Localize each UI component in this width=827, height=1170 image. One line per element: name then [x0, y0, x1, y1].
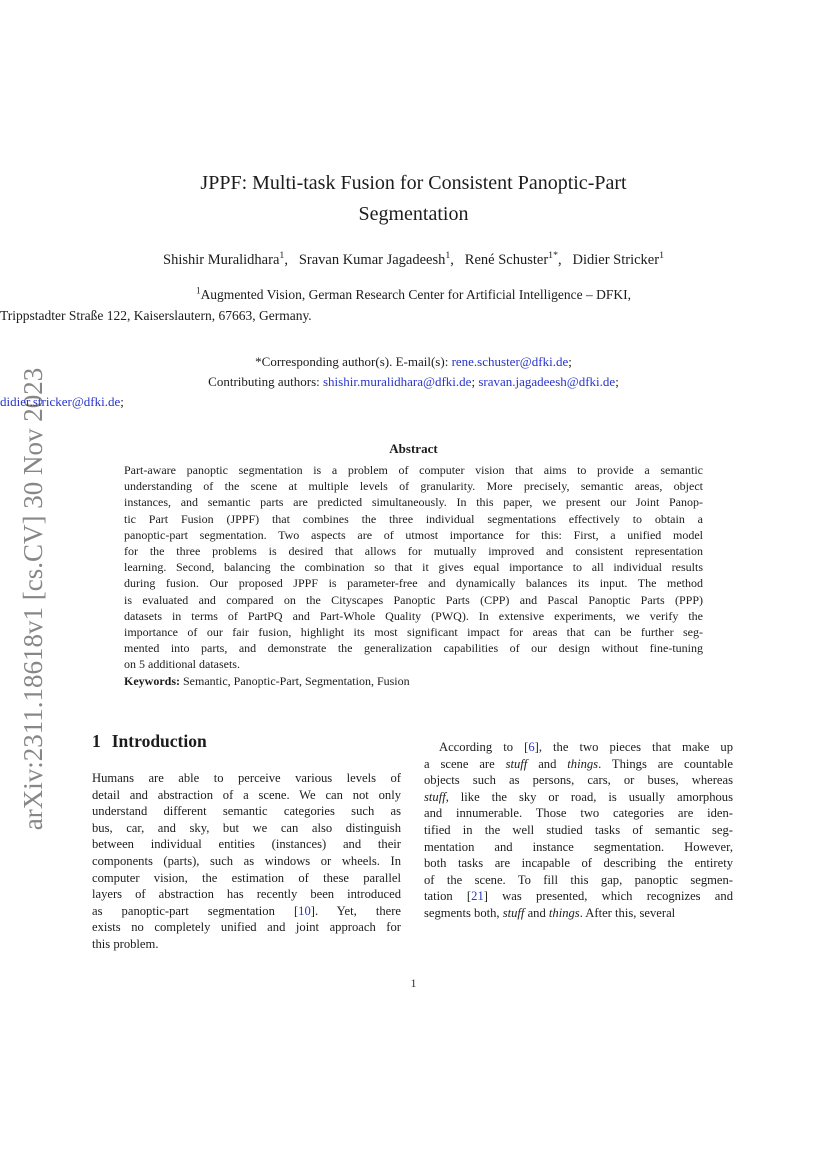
text-segment: mented into parts, and demonstrate the generalization capabilities of our design without fine-tuning	[124, 641, 703, 656]
text-line	[0, 284, 827, 305]
text-line	[0, 305, 827, 326]
text-line	[424, 772, 733, 789]
text-segment: *Corresponding author(s). E-mail(s):	[255, 354, 452, 369]
text-segment: and innumerable. Those two categories are iden-	[424, 806, 733, 821]
author-shishir-muralidhara: Shishir Muralidhara	[163, 252, 280, 268]
superscript: 1	[279, 250, 285, 262]
text-segment: tation [	[424, 889, 472, 904]
text-segment: ;	[568, 354, 572, 369]
citation-link-21[interactable]: 21	[471, 889, 484, 904]
text-line	[92, 853, 401, 870]
arxiv-watermark: arXiv:2311.18618v1 [cs.CV] 30 Nov 2023	[18, 367, 48, 831]
superscript: 1	[659, 250, 664, 262]
text-segment: Augmented Vision, German Research Center for Artificial Intelligence – DFKI,	[200, 287, 632, 302]
text-line	[424, 805, 733, 822]
text-line	[124, 640, 703, 656]
superscript: 1	[195, 285, 201, 296]
text-line	[424, 855, 733, 872]
text-line	[424, 789, 733, 806]
section-title: Introduction	[111, 731, 207, 751]
text-line	[92, 870, 401, 887]
text-line	[424, 839, 733, 856]
text-segment: ;	[615, 374, 619, 389]
text-segment: and	[524, 905, 549, 920]
text-line	[424, 739, 733, 756]
intro-left-column	[92, 770, 401, 953]
text-segment: , like the sky or road, is usually amorphous	[445, 789, 733, 804]
text-line	[124, 527, 703, 543]
intro-right-column	[424, 739, 733, 922]
text-segment: ,	[558, 252, 573, 268]
text-segment: ,	[284, 252, 299, 268]
text-line	[92, 919, 401, 936]
email-link-didier-stricker[interactable]: didier.stricker@dfki.de	[0, 394, 121, 409]
text-segment: between individual entities (instances) and their	[92, 837, 401, 852]
text-segment: computer vision, the estimation of these parallel	[92, 870, 401, 885]
text-segment: this problem.	[92, 936, 159, 951]
text-line	[124, 494, 703, 510]
text-segment: Humans are able to perceive various levels of	[92, 771, 401, 785]
text-line	[92, 770, 401, 787]
text-segment: importance of our fair fusion, highlight its most significant impact for areas that can be further seg-	[124, 625, 703, 640]
text-segment: understanding of the scene at multiple levels of granularity. More precisely, semantic areas, object	[124, 479, 703, 494]
keywords-line	[124, 674, 703, 689]
text-segment: According to [	[439, 740, 529, 754]
text-line	[424, 756, 733, 773]
text-segment: ] was presented, which recognizes and	[483, 889, 733, 904]
text-line	[92, 836, 401, 853]
text-segment: things	[567, 756, 599, 771]
paper-title-line-1: JPPF: Multi-task Fusion for Consistent Panoptic-Part	[200, 172, 627, 194]
contact-emails-block	[0, 352, 827, 412]
text-segment: a scene are	[424, 756, 506, 771]
text-segment: during fusion. Our proposed JPPF is parameter-free and dynamically balances its input. The method	[124, 576, 703, 591]
text-segment: as panoptic-part segmentation [	[92, 903, 299, 918]
text-segment: ;	[471, 374, 479, 389]
text-segment: stuff	[502, 905, 525, 920]
text-segment: . After this, several	[579, 905, 676, 920]
author-list	[0, 252, 827, 269]
text-segment: of the scene. To fill this gap, panoptic segmen-	[424, 872, 733, 887]
paper-title	[92, 168, 735, 230]
author-rene-schuster: René Schuster	[464, 252, 549, 268]
text-segment: mentation and instance segmentation. However,	[424, 839, 733, 854]
text-segment: Part-aware panoptic segmentation is a problem of computer vision that aims to provide a semantic	[124, 463, 703, 477]
email-link-shishir-muralidhara[interactable]: shishir.muralidhara@dfki.de	[323, 374, 472, 389]
text-segment: . Things are countable	[598, 756, 733, 771]
section-heading-introduction	[92, 731, 412, 752]
text-segment: stuff	[424, 789, 446, 804]
page-number: 1	[410, 976, 417, 990]
abstract-heading: Abstract	[389, 441, 438, 456]
text-line	[124, 543, 703, 559]
text-line	[92, 820, 401, 837]
text-line	[92, 936, 401, 953]
text-segment: datasets in terms of PartPQ and Part-Whole Quality (PWQ). In extensive experiments, we verify the	[124, 608, 703, 623]
author-didier-stricker: Didier Stricker	[572, 252, 660, 268]
paper-title-line-2: Segmentation	[358, 203, 469, 225]
text-line	[92, 803, 401, 820]
email-link-rene-schuster[interactable]: rene.schuster@dfki.de	[451, 354, 569, 369]
text-segment: Contributing authors:	[208, 374, 323, 389]
text-segment: objects such as persons, cars, or buses, whereas	[424, 773, 733, 788]
text-line	[424, 822, 733, 839]
text-segment: on 5 additional datasets.	[124, 657, 240, 672]
text-segment: detail and abstraction of a scene. We can not only	[92, 787, 401, 802]
abstract-body	[124, 462, 703, 673]
author-sravan-kumar-jagadeesh: Sravan Kumar Jagadeesh	[298, 252, 446, 268]
text-line	[92, 787, 401, 804]
text-segment: bus, car, and sky, but we can also distinguish	[92, 820, 401, 835]
text-segment: understand different semantic categories such as	[92, 804, 401, 819]
text-line	[424, 872, 733, 889]
text-segment: things	[548, 905, 580, 920]
affiliation-block	[0, 284, 827, 326]
text-line	[124, 656, 703, 672]
superscript: 1	[445, 250, 451, 262]
text-segment: both tasks are incapable of describing the entirety	[424, 856, 733, 871]
text-segment: and	[527, 756, 568, 771]
text-line	[0, 392, 827, 412]
text-segment: learning. Second, balancing the combination so that it gives equal importance to all individual results	[124, 560, 703, 575]
text-segment: is evaluated and compared on the Cityscapes Panoptic Parts (CPP) and Pascal Panoptic Parts (PPP)	[124, 592, 703, 607]
text-line	[92, 886, 401, 903]
text-segment: segments both,	[424, 905, 503, 920]
text-segment: instances, and semantic parts are predicted simultaneously. In this paper, we present our Joint Panop-	[124, 495, 703, 510]
text-line	[0, 352, 827, 372]
text-segment: stuff	[505, 756, 528, 771]
keywords-label: Keywords:	[124, 674, 180, 688]
text-line	[124, 592, 703, 608]
citation-link-6[interactable]: 6	[528, 740, 535, 754]
email-link-sravan-jagadeesh[interactable]: sravan.jagadeesh@dfki.de	[478, 374, 616, 389]
text-segment: layers of abstraction has recently been introduced	[92, 887, 401, 902]
text-line	[124, 608, 703, 624]
text-line	[0, 372, 827, 392]
text-line	[92, 903, 401, 920]
text-line	[424, 888, 733, 905]
text-segment: components (parts), such as windows or wheels. In	[92, 853, 401, 868]
text-segment: panoptic-part segmentation. Two aspects are of utmost importance for this: First, a unified model	[124, 527, 703, 542]
text-segment: tic Part Fusion (JPPF) that combines the three individual segmentations effectively to obtain a	[124, 511, 703, 526]
text-line	[124, 624, 703, 640]
text-segment: exists no completely unified and joint approach for	[92, 920, 401, 935]
text-segment: ;	[120, 394, 124, 409]
section-number: 1	[92, 731, 101, 751]
text-segment: Trippstadter Straße 122, Kaiserslautern, 67663, Germany.	[0, 308, 312, 323]
text-segment: ,	[450, 252, 465, 268]
keywords-text: Semantic, Panoptic-Part, Segmentation, Fusion	[180, 674, 410, 688]
text-line	[424, 905, 733, 922]
superscript: 1*	[548, 250, 558, 262]
text-segment: ]. Yet, there	[310, 903, 401, 918]
text-line	[124, 575, 703, 591]
text-line	[124, 478, 703, 494]
text-line	[124, 462, 703, 478]
text-segment: for the three problems is desired that allows for mutually improved and consistent representation	[124, 544, 703, 559]
citation-link-10[interactable]: 10	[298, 903, 311, 918]
text-line	[124, 559, 703, 575]
text-segment: ], the two pieces that make up	[534, 740, 733, 754]
text-segment: tified in the well studied tasks of semantic seg-	[424, 822, 733, 837]
text-line	[124, 511, 703, 527]
